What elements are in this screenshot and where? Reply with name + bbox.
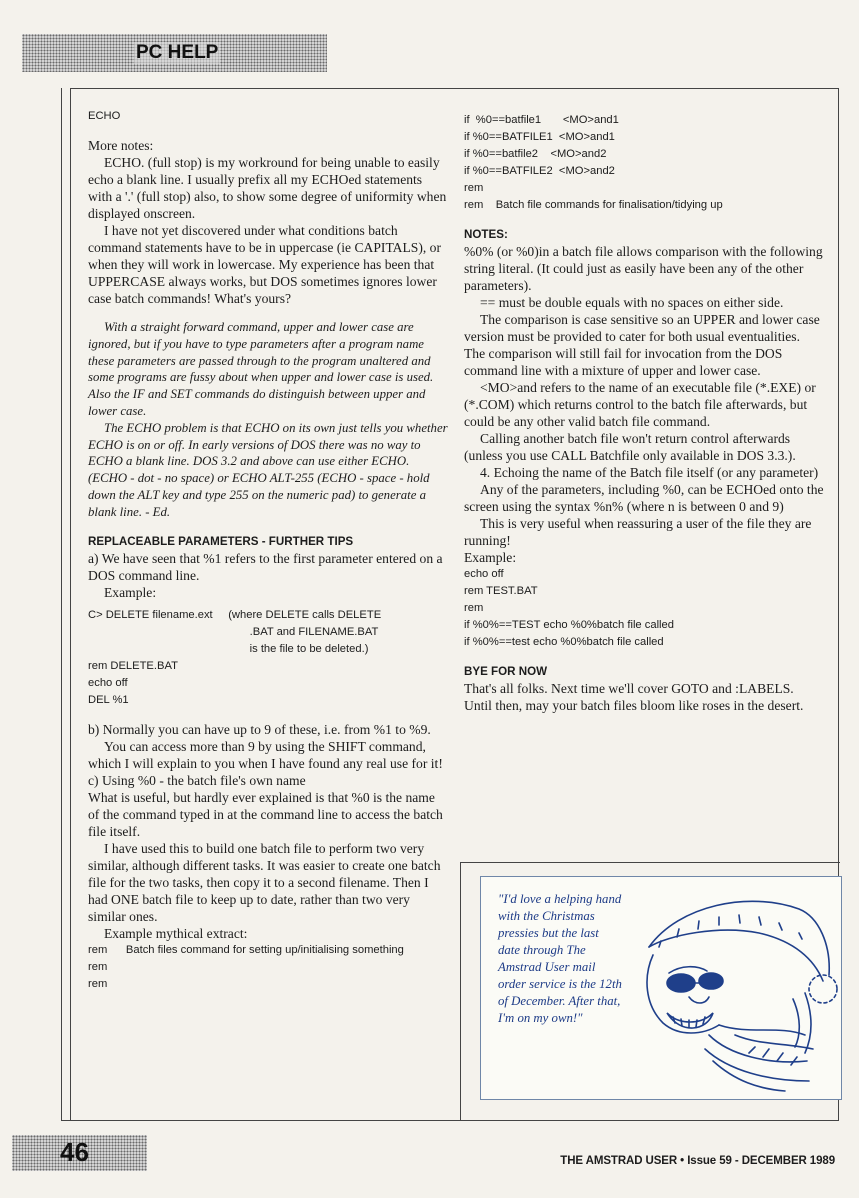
paragraph: This is very useful when reassuring a user of the file they are running! bbox=[464, 516, 812, 548]
code-line: rem bbox=[464, 602, 484, 614]
code-line: if %0%==TEST echo %0%batch file called bbox=[464, 619, 674, 631]
paragraph: Example: bbox=[464, 550, 517, 565]
code-line: rem DELETE.BAT bbox=[88, 659, 178, 672]
frame-rule bbox=[61, 1120, 461, 1121]
paragraph: ECHO. (full stop) is my workround for being unable to easily echo a blank line. I usually prefix all my ECHOed statements with a '.' (full stop) also, to show some degree of uniformity when displayed onscreen. bbox=[88, 155, 447, 221]
section-header-banner bbox=[22, 34, 327, 72]
paragraph: Calling another batch file won't return control afterwards (unless you use CALL Batchfile only available in DOS 3.3.). bbox=[464, 431, 796, 463]
spacer bbox=[88, 709, 448, 721]
code-line: if %0==BATFILE1 <MO>and1 bbox=[464, 131, 615, 143]
code-line: DEL %1 bbox=[88, 693, 129, 706]
section-heading: NOTES: bbox=[464, 228, 508, 241]
editor-note: With a straight forward command, upper and lower case are ignored, but if you have to type parameters after a program name these parameters are passed through to the program unaltered and some programs are fussy about when upper and lower case is used. Also the IF and SET commands do distinguish between upper and lower case. bbox=[88, 320, 434, 418]
divider-line bbox=[460, 862, 840, 863]
code-line: echo off bbox=[464, 568, 504, 580]
paragraph: The comparison is case sensitive so an UPPER and lower case version must be provided to cater for both usual eventualities. The comparison will still fail for invocation from the DOS command line with a mixture of upper and lower case. bbox=[464, 312, 820, 378]
spacer bbox=[464, 214, 824, 226]
section-title: PC HELP bbox=[136, 42, 219, 63]
spacer bbox=[88, 125, 448, 137]
spacer bbox=[464, 651, 824, 663]
santa-illustration bbox=[609, 885, 841, 1097]
code-line: echo off bbox=[88, 676, 128, 689]
code-line: if %0==batfile2 <MO>and2 bbox=[464, 148, 607, 160]
paragraph: You can access more than 9 by using the SHIFT command, which I will explain to you when I have found any real use for it! bbox=[88, 738, 443, 771]
footer-publication: THE AMSTRAD USER • Issue 59 - DECEMBER 1989 bbox=[560, 1155, 835, 1167]
page-number: 46 bbox=[60, 1137, 89, 1167]
frame-rule bbox=[61, 88, 62, 1121]
code-line: C> DELETE filename.ext (where DELETE calls DELETE bbox=[88, 608, 382, 621]
paragraph: == must be double equals with no spaces on either side. bbox=[480, 295, 784, 310]
spacer bbox=[88, 307, 448, 319]
paragraph: That's all folks. Next time we'll cover GOTO and :LABELS. Until then, may your batch files bloom like roses in the desert. bbox=[464, 681, 804, 713]
paragraph: Example: bbox=[104, 584, 157, 600]
code-line: .BAT and FILENAME.BAT bbox=[88, 625, 379, 638]
paragraph: c) Using %0 - the batch file's own name bbox=[88, 772, 306, 788]
paragraph: Any of the parameters, including %0, can be ECHOed onto the screen using the syntax %n% (where n is between 0 and 9) bbox=[464, 482, 824, 514]
code-line: rem Batch files command for setting up/initialising something bbox=[88, 943, 404, 956]
code-line: rem bbox=[464, 182, 484, 194]
code-line: if %0%==test echo %0%batch file called bbox=[464, 636, 664, 648]
promo-quote: "I'd love a helping hand with the Christmas pressies but the last date through The Amstrad User mail order service is the 12th of December. After that, I'm on my own!" bbox=[498, 892, 622, 1025]
paragraph: <MO>and refers to the name of an executable file (*.EXE) or (*.COM) which returns control to the batch file afterwards, but could be any other valid batch file command. bbox=[464, 380, 816, 429]
paragraph: I have used this to build one batch file to perform two very similar, although different tasks. It was easier to create one batch file for the two tasks, then copy it to a second filename. Then I had ONE batch file to keep up to date, rather than two very similar ones. bbox=[88, 840, 441, 924]
spacer bbox=[88, 521, 448, 533]
paragraph: More notes: bbox=[88, 138, 154, 153]
editor-note: The ECHO problem is that ECHO on its own just tells you whether ECHO is on or off. In early versions of DOS there was no way to ECHO a blank line. DOS 3.2 and above can use either ECHO. (ECHO - dot - no space) or ECHO ALT-255 (ECHO - space - hold down the ALT key and type 255 on the numeric pad) to generate a blank line. - Ed. bbox=[88, 420, 448, 519]
code-line: rem bbox=[88, 960, 108, 973]
code-line: if %0==batfile1 <MO>and1 bbox=[464, 114, 619, 126]
paragraph: What is useful, but hardly ever explained is that %0 is the name of the command typed in at the command line to access the batch file itself. bbox=[88, 789, 443, 839]
right-column bbox=[464, 112, 824, 714]
paragraph: %0% (or %0)in a batch file allows comparison with the following string literal. (It could just as easily have been any of the other parameters). bbox=[464, 244, 823, 293]
code-line: rem TEST.BAT bbox=[464, 585, 538, 597]
divider-line bbox=[460, 862, 461, 1121]
code-line: if %0==BATFILE2 <MO>and2 bbox=[464, 165, 615, 177]
paragraph: Example mythical extract: bbox=[104, 925, 248, 941]
page-number-block bbox=[12, 1135, 147, 1171]
promo-box bbox=[480, 876, 842, 1100]
paragraph: b) Normally you can have up to 9 of these, i.e. from %1 to %9. bbox=[88, 721, 431, 737]
code-line: is the file to be deleted.) bbox=[88, 642, 369, 655]
code-line: rem Batch file commands for finalisation/tidying up bbox=[464, 199, 723, 211]
paragraph: I have not yet discovered under what conditions batch command statements have to be in uppercase (ie CAPITALS), or when they will work in lowercase. My experience has been that UPPERCASE always works, but DOS sometimes ignores lower case batch commands! What's yours? bbox=[88, 223, 442, 306]
code-line: rem bbox=[88, 977, 108, 990]
section-heading: REPLACEABLE PARAMETERS - FURTHER TIPS bbox=[88, 534, 354, 548]
paragraph: 4. Echoing the name of the Batch file itself (or any parameter) bbox=[480, 465, 819, 480]
section-heading: BYE FOR NOW bbox=[464, 665, 548, 678]
paragraph: a) We have seen that %1 refers to the first parameter entered on a DOS command line. bbox=[88, 550, 443, 583]
code-line: ECHO bbox=[88, 110, 121, 122]
left-column bbox=[88, 108, 448, 993]
